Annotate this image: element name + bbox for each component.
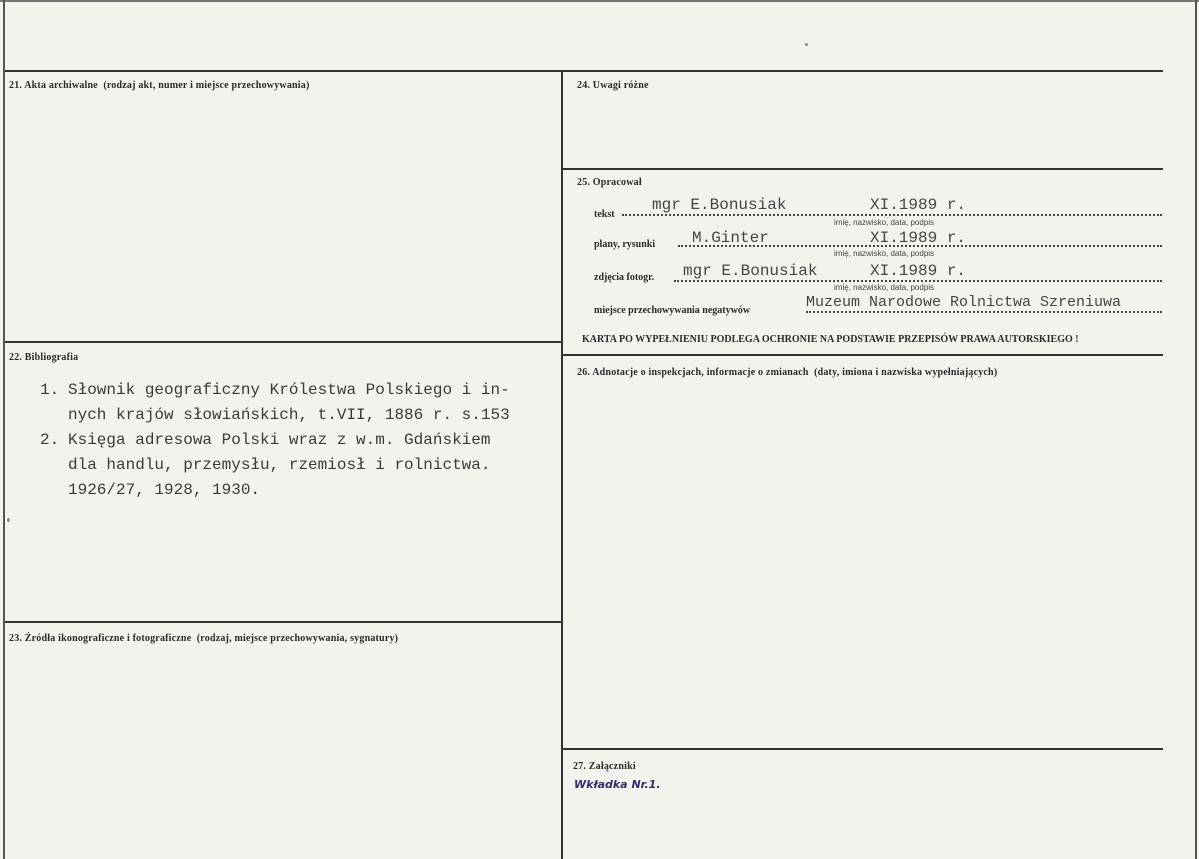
- bibliography-item-number: 2.: [40, 431, 60, 449]
- bibliography-item: [40, 428, 550, 503]
- center-divider: [561, 70, 563, 859]
- scan-speck: [7, 518, 10, 522]
- negatywy-dotted-line: [806, 311, 1162, 313]
- plany-label: plany, rysunki: [594, 239, 656, 250]
- negatywy-location: Muzeum Narodowe Rolnictwa Szreniuwa: [806, 294, 1122, 311]
- bibliography-item: [40, 378, 550, 428]
- scan-speck: [805, 43, 808, 46]
- rule-right-24-25: [562, 168, 1163, 170]
- section-27-label: 27. Załączniki: [573, 761, 636, 772]
- rule-left-22-23: [5, 621, 562, 623]
- handwritten-attachment: Wkładka Nr.1.: [574, 778, 661, 791]
- zdjecia-signature-hint: imię, nazwisko, data, podpis: [834, 283, 935, 292]
- bibliography-line: 1926/27, 1928, 1930.: [68, 481, 261, 499]
- plany-author: M.Ginter: [692, 229, 769, 247]
- section-21-title: 21. Akta archiwalne: [9, 80, 98, 91]
- rule-left-21-22: [5, 341, 562, 343]
- bibliography-line: nych krajów słowiańskich, t.VII, 1886 r. s.153: [68, 406, 510, 424]
- plany-signature-hint: imię, nazwisko, data, podpis: [834, 249, 935, 258]
- top-rule: [5, 70, 1163, 72]
- section-21-label: [9, 80, 310, 91]
- zdjecia-label: zdjęcia fotogr.: [594, 272, 655, 283]
- negatywy-label: miejsce przechowywania negatywów: [594, 305, 751, 316]
- right-border: [1195, 0, 1197, 859]
- tekst-dotted-line: [622, 214, 1162, 216]
- section-26-subtitle: (daty, imiona i nazwiska wypełniających): [814, 367, 998, 378]
- section-26-label: [577, 367, 997, 378]
- section-22-label: 22. Bibliografia: [9, 352, 79, 363]
- bibliography-item-text: [68, 378, 550, 428]
- section-23-subtitle: (rodzaj, miejsce przechowywania, sygnatury): [196, 633, 399, 644]
- tekst-label: tekst: [594, 209, 615, 220]
- rule-right-25-26: [562, 354, 1163, 356]
- bibliography-line: Słownik geograficzny Królestwa Polskiego i in-: [68, 381, 510, 399]
- section-24-label: 24. Uwagi różne: [577, 80, 649, 91]
- tekst-date: XI.1989 r.: [870, 196, 967, 214]
- tekst-signature-hint: imię, nazwisko, data, podpis: [834, 218, 935, 227]
- tekst-author: mgr E.Bonusiak: [652, 196, 787, 214]
- copyright-notice: KARTA PO WYPEŁNIENIU PODLEGA OCHRONIE NA PODSTAWIE PRZEPISÓW PRAWA AUTORSKIEGO !: [582, 334, 1079, 345]
- top-border: [0, 0, 1199, 2]
- left-border: [3, 0, 5, 859]
- section-25-label: 25. Opracował: [577, 177, 642, 188]
- section-23-label: [9, 633, 398, 644]
- section-26-title: 26. Adnotacje o inspekcjach, informacje o zmianach: [577, 367, 809, 378]
- zdjecia-dotted-line: [674, 280, 1162, 282]
- section-23-title: 23. Źródła ikonograficzne i fotograficzne: [9, 633, 192, 644]
- bibliography-item-number: 1.: [40, 381, 60, 399]
- bibliography-line: dla handlu, przemysłu, rzemiosł i rolnictwa.: [68, 456, 491, 474]
- rule-right-26-27: [562, 748, 1163, 750]
- zdjecia-author: mgr E.Bonusiak: [683, 262, 818, 280]
- section-21-subtitle: (rodzaj akt, numer i miejsce przechowywania): [103, 80, 310, 91]
- zdjecia-date: XI.1989 r.: [870, 262, 967, 280]
- plany-date: XI.1989 r.: [870, 229, 967, 247]
- bibliography-item-text: [68, 428, 550, 503]
- bibliography-line: Księga adresowa Polski wraz z w.m. Gdańskiem: [68, 431, 491, 449]
- bibliography-list: [40, 378, 550, 503]
